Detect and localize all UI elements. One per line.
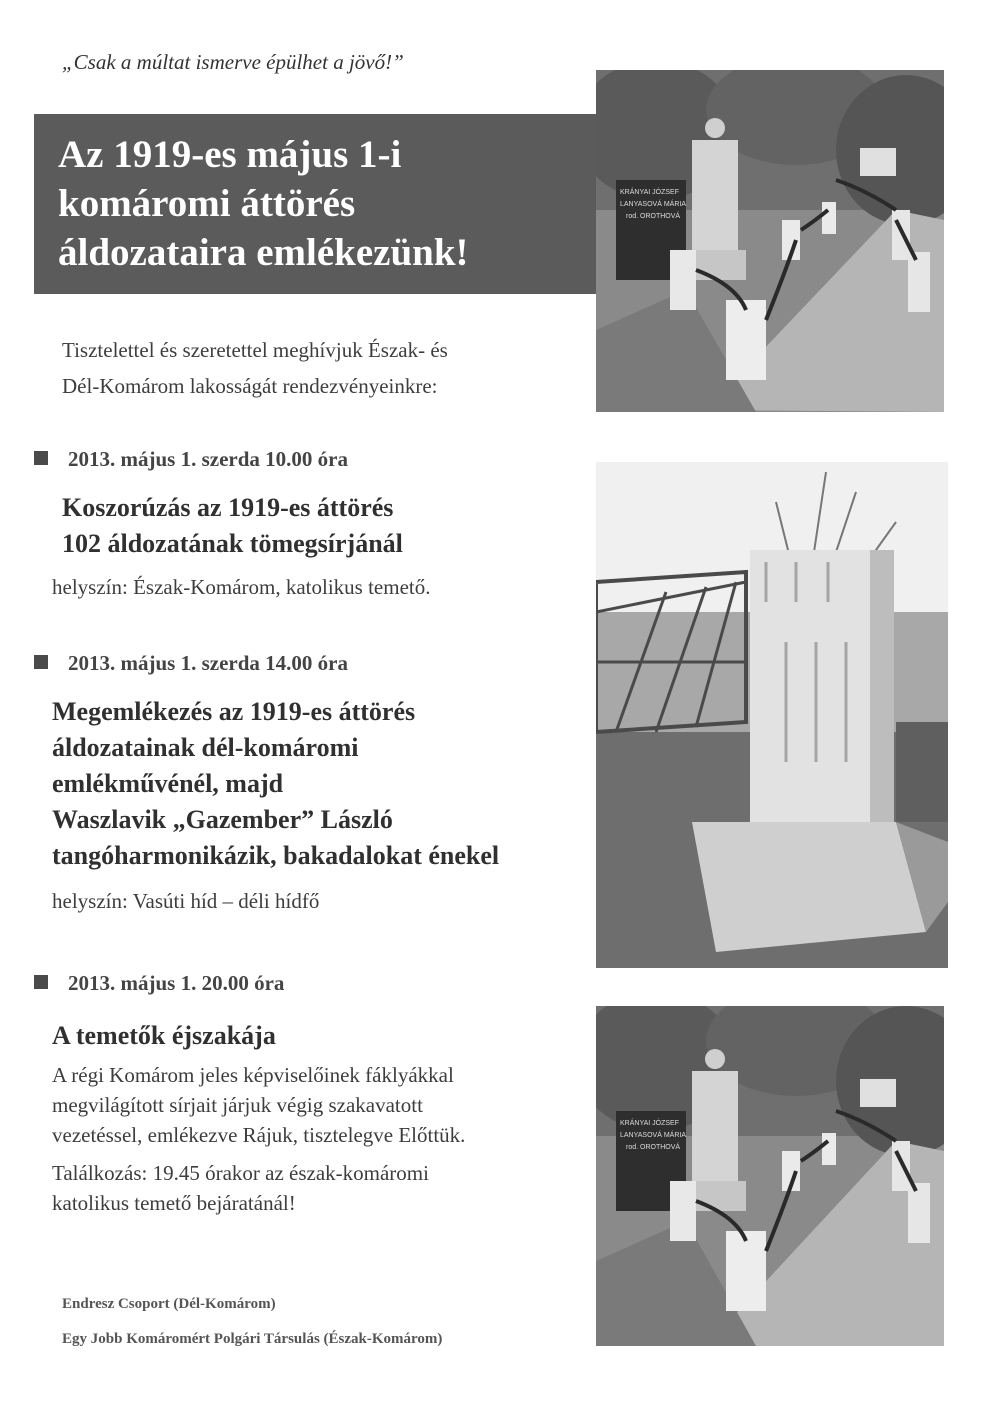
event-meeting: Találkozás: 19.45 órakor az észak-komáromi katolikus temető bejáratánál! [52,1161,429,1215]
intro-text [62,332,448,404]
grave-label: KRÁNYAI JÓZSEF [620,1120,679,1127]
event-datetime: 2013. május 1. szerda 14.00 óra [34,651,594,676]
grave-label: rod. OROTHOVÁ [626,213,681,220]
photo-cemetery-memorial [596,70,944,412]
event-datetime: 2013. május 1. 20.00 óra [34,971,594,996]
grave-label: KRÁNYAI JÓZSEF [620,189,679,196]
event-1 [34,447,594,602]
event-location: helyszín: Észak-Komárom, katolikus temető. [52,575,431,599]
title-line: áldozataira emlékezünk! [58,231,469,274]
grave-label: rod. OROTHOVÁ [626,1144,681,1151]
grave-label: LANYASOVÁ MÁRIA [620,201,687,208]
photo-bridge-memorial [596,462,948,968]
event-3 [34,971,594,1218]
event-description: A régi Komárom jeles képviselőinek fáklyákkal megvilágított sírjait járjuk végig szakavatott vezetéssel, emlékezve Rájuk, tisztelegve Előttük. [52,1063,466,1147]
event-title: Koszorúzás az 1919-es áttörés 102 áldozatának tömegsírjánál [62,493,403,558]
grave-label: LANYASOVÁ MÁRIA [620,1132,687,1139]
event-location: helyszín: Vasúti híd – déli hídfő [52,889,320,913]
organizer-2: Egy Jobb Komáromért Polgári Társulás (Észak-Komárom) [62,1331,443,1347]
event-2 [34,651,594,916]
bullet-square-icon [34,451,48,465]
intro-line: Dél-Komárom lakosságát rendezvényeinkre: [62,374,438,398]
event-datetime: 2013. május 1. szerda 10.00 óra [34,447,594,472]
motto: „Csak a múltat ismerve épülhet a jövő!” [62,50,404,74]
event-title: Megemlékezés az 1919-es áttörés áldozatainak dél-komáromi emlékművénél, majd Waszlavik „Gazember” László tangóharmonikázik, bakadalokat énekel [52,697,500,870]
bullet-square-icon [34,975,48,989]
bullet-square-icon [34,655,48,669]
title-box [34,114,624,294]
title-line: komáromi áttörés [58,182,356,225]
event-title: A temetők éjszakája [52,1021,276,1050]
title-line: Az 1919-es május 1-i [58,133,402,176]
photo-cemetery-memorial-2 [596,1006,944,1346]
intro-line: Tisztelettel és szeretettel meghívjuk Észak- és [62,338,448,362]
organizer-1: Endresz Csoport (Dél-Komárom) [62,1296,276,1312]
